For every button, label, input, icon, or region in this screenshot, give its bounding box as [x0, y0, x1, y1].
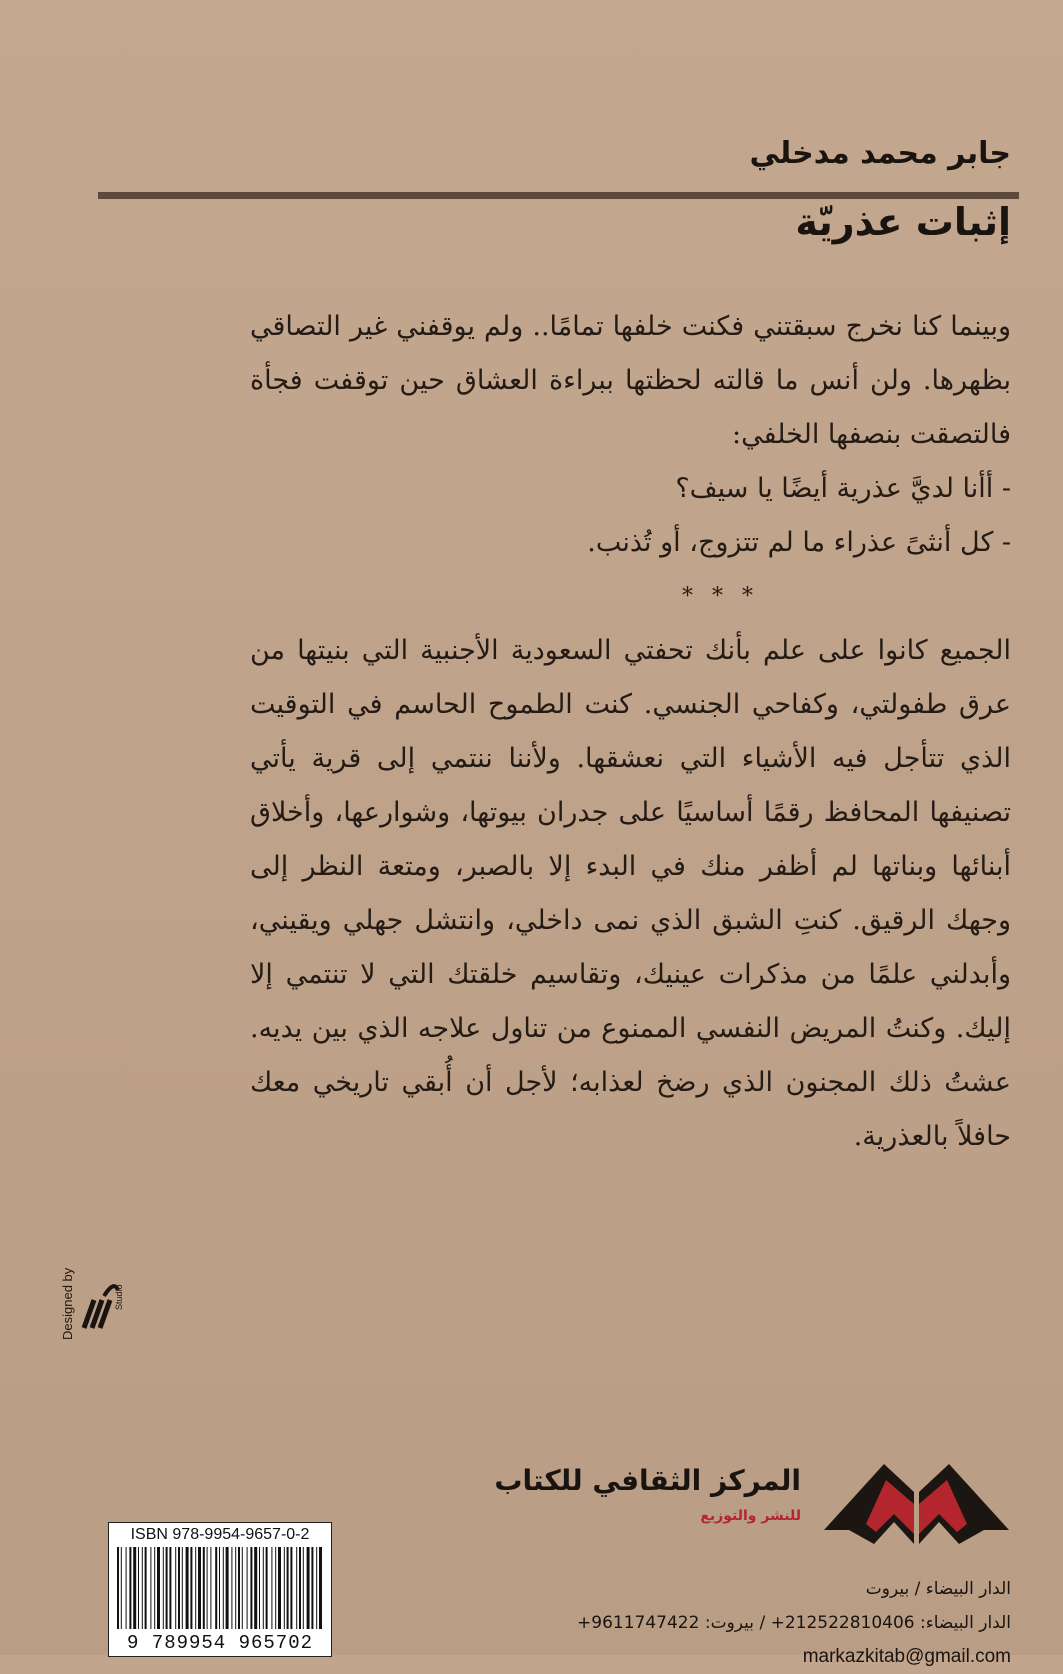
barcode-bar: [163, 1547, 164, 1629]
barcode-bar: [154, 1547, 155, 1629]
publisher-subtitle: للنشر والتوزيع: [700, 1508, 801, 1524]
section-separator: * * *: [682, 584, 759, 609]
isbn-label: ISBN 978-9954-9657-0-2: [130, 1526, 310, 1543]
barcode-bar: [215, 1547, 217, 1629]
barcode-bar: [133, 1547, 136, 1629]
barcode-bar: [175, 1547, 176, 1629]
barcode-bar: [278, 1547, 281, 1629]
barcode-bar: [138, 1547, 139, 1629]
barcode-bar: [235, 1547, 236, 1629]
open-book-logo-icon: [814, 1452, 1019, 1552]
blurb-paragraph-2: الجميع كانوا على علم بأنك تحفتي السعودية الأجنبية التي بنيتها من عرق طفولتي، وكفاحي الجنسي. كنت الطموح الحاسم في التوقيت الذي تتأجل فيه الأشياء التي نعشقها. ولأننا ننتمي إلى قرية يأتي تصنيفها المحافظ رقمًا أساسيًا على جدران بيوتها، وشوارعها، وأخلاق أبنائها وبناتها لم أظفر منك في البدء إلا بالصبر، ومتعة النظر إلى وجهك الرقيق. كنتِ الشبق الذي نمى داخلي، وانتشل جهلي ويقيني، وأبدلني علمًا من مذكرات عينيك، وتقاسيم خلقتك التي لا تنتمي إلا إليك. وكنتُ المريض النفسي الممنوع من تناول علاجه الذي بين يديه. عشتُ ذلك المجنون الذي رضخ لعذابه؛ لأجل أن أُبقي تاريخي معك حافلاً بالعذرية.: [250, 635, 1011, 1152]
barcode-bar: [195, 1547, 196, 1629]
barcode-bar: [250, 1547, 252, 1629]
barcode-bar: [226, 1547, 229, 1629]
barcode-bar: [142, 1547, 143, 1629]
barcode-bar: [190, 1547, 192, 1629]
barcode-bar: [126, 1547, 127, 1629]
barcode-bar: [307, 1547, 310, 1629]
publisher-name: المركز الثقافي للكتاب: [494, 1464, 801, 1497]
isbn-barcode: [108, 1522, 332, 1657]
barcode-bar: [186, 1547, 189, 1629]
barcode-bar: [198, 1547, 201, 1629]
barcode-bar: [271, 1547, 272, 1629]
blurb-dialogue-1: - أأنا لديَّ عذرية أيضًا يا سيف؟: [675, 473, 1011, 504]
barcode-bar: [166, 1547, 168, 1629]
barcode-bar: [316, 1547, 317, 1629]
barcode-bar: [259, 1547, 260, 1629]
designed-by-label: Designed by: [60, 1267, 75, 1340]
barcode-bar: [145, 1547, 147, 1629]
barcode-bar: [247, 1547, 248, 1629]
blurb-paragraph-1: وبينما كنا نخرج سبقتني فكنت خلفها تمامًا.. ولم يوقفني غير التصاقي بظهرها. ولن أنس ما قالته لحظتها ببراءة العشاق حين توقفت فجأة فالتصقت بنصفها الخلفي:: [250, 311, 1011, 450]
divider-rule: [98, 192, 1019, 199]
barcode-bar: [238, 1547, 240, 1629]
barcode-bar: [231, 1547, 232, 1629]
barcode-bar: [203, 1547, 205, 1629]
barcode-bar: [290, 1547, 292, 1629]
barcode-bar: [287, 1547, 289, 1629]
barcode-bar: [266, 1547, 268, 1629]
blurb-dialogue-2: - كل أنثىً عذراء ما لم تتزوج، أو تُذنب.: [587, 527, 1011, 558]
barcode-bar: [117, 1547, 119, 1629]
barcode-bar: [178, 1547, 180, 1629]
barcode-bar: [121, 1547, 122, 1629]
publisher-block: [494, 1450, 1019, 1550]
barcode-bar: [275, 1547, 276, 1629]
barcode-bar: [210, 1547, 211, 1629]
barcode-bar: [263, 1547, 264, 1629]
barcode-bar: [129, 1547, 131, 1629]
barcode-bar: [207, 1547, 208, 1629]
barcode-bar: [311, 1547, 313, 1629]
barcode-bar: [303, 1547, 304, 1629]
barcode-bar: [284, 1547, 285, 1629]
publisher-cities: الدار البيضاء / بيروت: [865, 1579, 1011, 1599]
barcode-bar: [242, 1547, 243, 1629]
publisher-phones: الدار البيضاء: 212522810406+ / بيروت: 9611747422+: [577, 1613, 1011, 1633]
barcode-bar: [319, 1547, 322, 1629]
author-name: جابر محمد مدخلي: [749, 136, 1011, 171]
barcode-bar: [299, 1547, 301, 1629]
publisher-email: markazkitab@gmail.com: [802, 1646, 1011, 1667]
barcode-bar: [296, 1547, 297, 1629]
book-title: إثبات عذريّة: [795, 200, 1011, 244]
publisher-contact: [577, 1572, 1011, 1674]
barcode-bar: [254, 1547, 257, 1629]
barcode-bars: [117, 1547, 323, 1629]
barcode-bar: [157, 1547, 160, 1629]
blurb: [250, 300, 1011, 1164]
studio-label: Studio: [114, 1284, 124, 1310]
barcode-bar: [182, 1547, 183, 1629]
barcode-digits: 9 789954 965702: [126, 1632, 314, 1654]
barcode-bar: [223, 1547, 224, 1629]
barcode-bar: [150, 1547, 151, 1629]
designer-credit: [60, 1200, 130, 1340]
barcode-bar: [219, 1547, 220, 1629]
barcode-bar: [169, 1547, 171, 1629]
